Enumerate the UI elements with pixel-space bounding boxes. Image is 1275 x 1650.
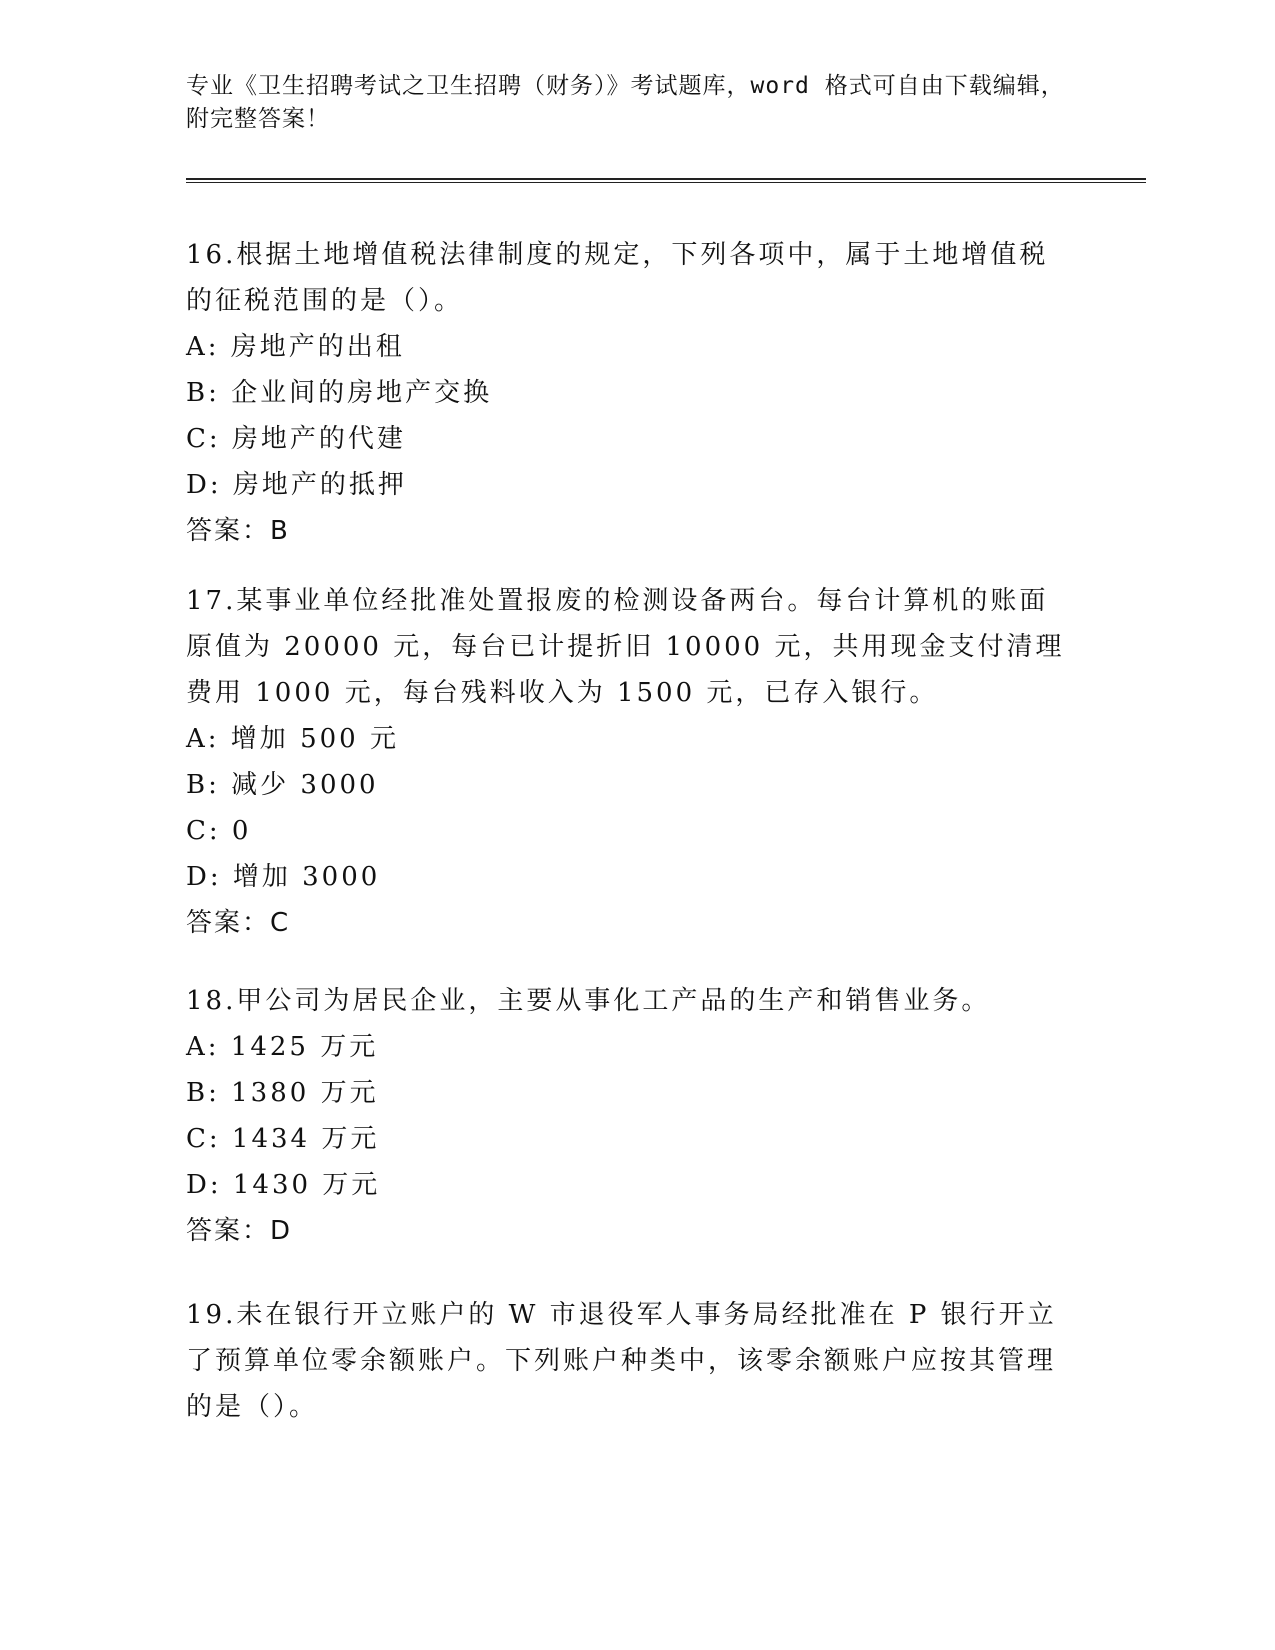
option-a: A: 1425 万元 (186, 1032, 379, 1062)
header-divider (186, 178, 1146, 183)
document-header: 专业《卫生招聘考试之卫生招聘（财务）》考试题库，word 格式可自由下载编辑，附完整答案！ (186, 73, 1065, 132)
question-stem: 16.根据土地增值税法律制度的规定，下列各项中，属于土地增值税的征税范围的是（）。 (186, 240, 1049, 316)
question-17 (186, 578, 1066, 946)
option-b: B: 减少 3000 (186, 770, 379, 800)
option-d: D: 增加 3000 (186, 862, 381, 892)
option-b: B: 1380 万元 (186, 1078, 379, 1108)
option-a: A: 增加 500 元 (186, 724, 399, 754)
option-b: B: 企业间的房地产交换 (186, 378, 493, 408)
question-stem: 18.甲公司为居民企业，主要从事化工产品的生产和销售业务。 (186, 986, 991, 1016)
answer-label: 答案：D (186, 1216, 293, 1246)
question-19 (186, 1292, 1066, 1430)
question-18 (186, 978, 1066, 1254)
option-c: C: 房地产的代建 (186, 424, 406, 454)
option-a: A: 房地产的出租 (186, 332, 405, 362)
option-d: D: 1430 万元 (186, 1170, 381, 1200)
option-c: C: 0 (186, 816, 252, 846)
question-stem: 19.未在银行开立账户的 W 市退役军人事务局经批准在 P 银行开立了预算单位零余额账户。下列账户种类中，该零余额账户应按其管理的是（）。 (186, 1300, 1057, 1422)
question-16 (186, 232, 1066, 554)
question-stem: 17.某事业单位经批准处置报废的检测设备两台。每台计算机的账面原值为 20000 元，每台已计提折旧 10000 元，共用现金支付清理费用 1000 元，每台残料收入为 1500 元，已存入银行。 (186, 586, 1065, 708)
answer-label: 答案：C (186, 908, 291, 938)
option-c: C: 1434 万元 (186, 1124, 380, 1154)
answer-label: 答案：B (186, 516, 290, 546)
option-d: D: 房地产的抵押 (186, 470, 407, 500)
